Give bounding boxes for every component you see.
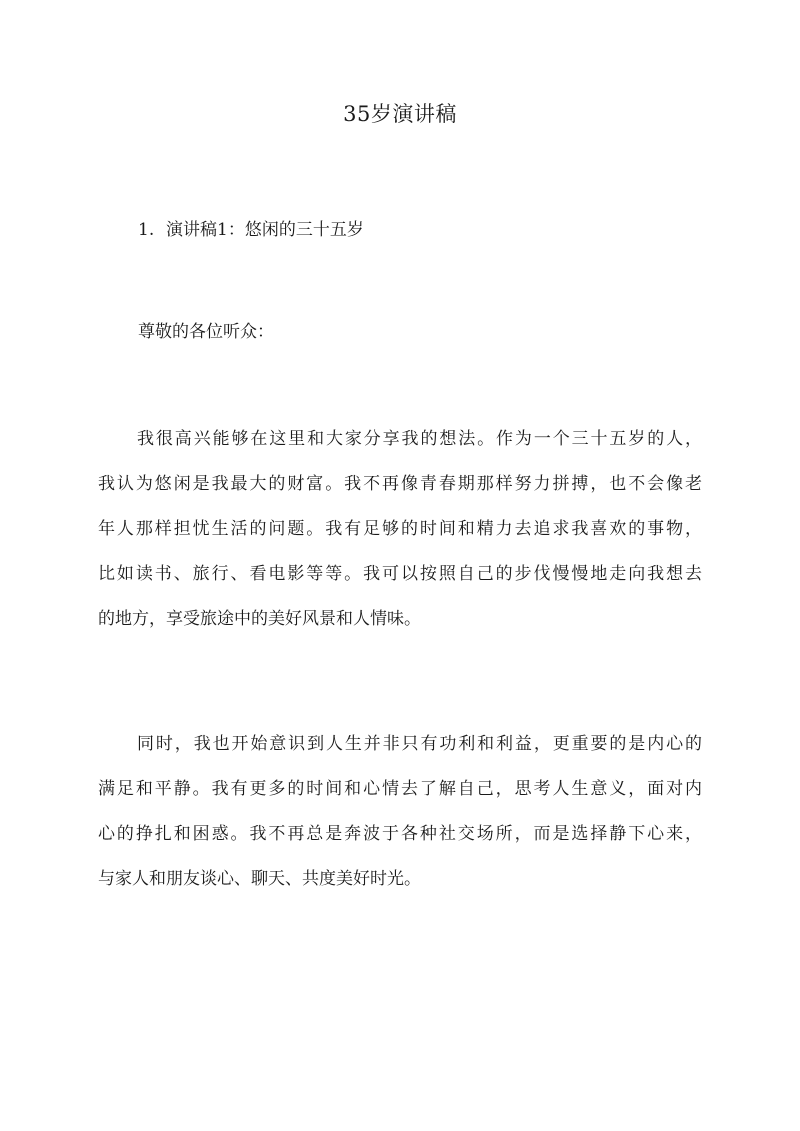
paragraph-line: 比如读书、旅行、看电影等等。我可以按照自己的步伐慢慢地走向我想去 (98, 564, 702, 584)
paragraph-line: 心的挣扎和困惑。我不再总是奔波于各种社交场所，而是选择静下心来， (98, 824, 702, 844)
paragraph-line: 年人那样担忧生活的问题。我有足够的时间和精力去追求我喜欢的事物， (98, 519, 702, 539)
paragraph-line: 的地方，享受旅途中的美好风景和人情味。 (98, 609, 421, 629)
paragraph (98, 417, 702, 642)
section-heading-text: 演讲稿1：悠闲的三十五岁 (166, 220, 364, 240)
paragraph-line: 满足和平静。我有更多的时间和心情去了解自己，思考人生意义，面对内 (98, 779, 702, 799)
paragraph (98, 722, 702, 902)
paragraph-line: 同时，我也开始意识到人生并非只有功利和利益，更重要的是内心的 (137, 734, 702, 754)
paragraph-line: 我认为悠闲是我最大的财富。我不再像青春期那样努力拼搏，也不会像老 (98, 474, 702, 494)
section-heading (138, 218, 364, 242)
document-title: 35岁演讲稿 (343, 102, 457, 126)
section-number: 1. (138, 220, 155, 240)
paragraph-line: 我很高兴能够在这里和大家分享我的想法。作为一个三十五岁的人， (137, 429, 702, 449)
paragraph-line: 与家人和朋友谈心、聊天、共度美好时光。 (98, 869, 421, 889)
salutation: 尊敬的各位听众： (138, 322, 274, 342)
